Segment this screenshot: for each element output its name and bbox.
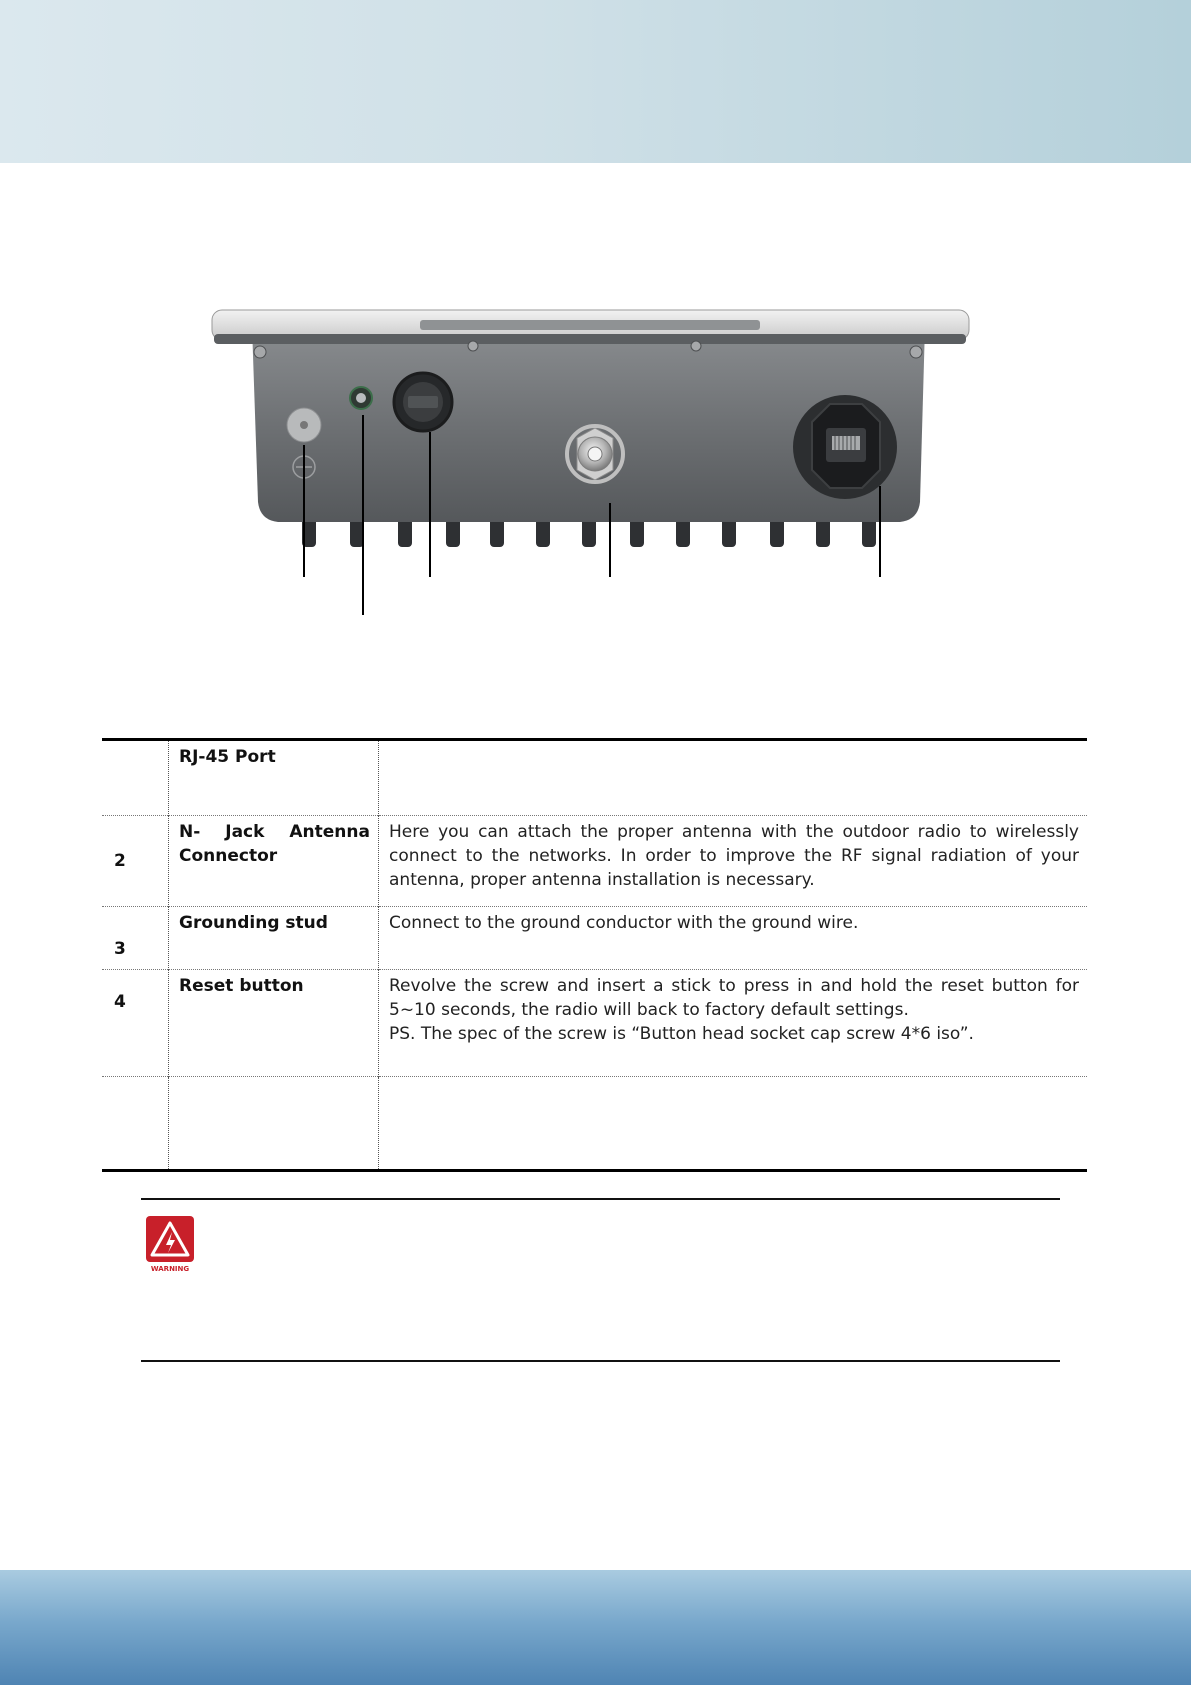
component-name: N- Jack Antenna Connector [169,816,379,907]
description-note: PS. The spec of the screw is “Button head socket cap screw 4*6 iso”. [389,1024,974,1044]
warning-icon [145,1215,195,1273]
warning-top-rule [141,1198,1060,1200]
row-number: 3 [102,907,169,970]
component-table [102,738,1087,1172]
component-description [379,740,1088,816]
component-description: Here you can attach the proper antenna with the outdoor radio to wirelessly connect to the networks. In order to improve the RF signal radiation of your antenna, proper antenna installation is necessary. [379,816,1088,907]
warning-bottom-rule [141,1360,1060,1362]
footer-banner [0,1570,1191,1685]
component-description [379,970,1088,1077]
component-name: RJ-45 Port [169,740,379,816]
table-row [102,1077,1087,1171]
component-name [169,1077,379,1171]
table-row [102,816,1087,907]
row-number: 2 [102,816,169,907]
header-banner [0,0,1191,163]
rj45-port-icon [793,395,897,499]
table-row [102,907,1087,970]
reset-button-icon [350,387,372,409]
row-number: 4 [102,970,169,1077]
vent-plug-icon [394,373,452,431]
row-number [102,1077,169,1171]
component-description: Connect to the ground conductor with the ground wire. [379,907,1088,970]
device-photo [0,290,1191,630]
component-name: Grounding stud [169,907,379,970]
table-row [102,970,1087,1077]
warning-icon-label: WARNING [150,1265,190,1273]
component-description [379,1077,1088,1171]
description-line: Revolve the screw and insert a stick to press in and hold the reset button for 5~10 seconds, the radio will back to factory default settings. [389,976,1079,1020]
row-number [102,740,169,816]
component-name: Reset button [169,970,379,1077]
table-row [102,740,1087,816]
